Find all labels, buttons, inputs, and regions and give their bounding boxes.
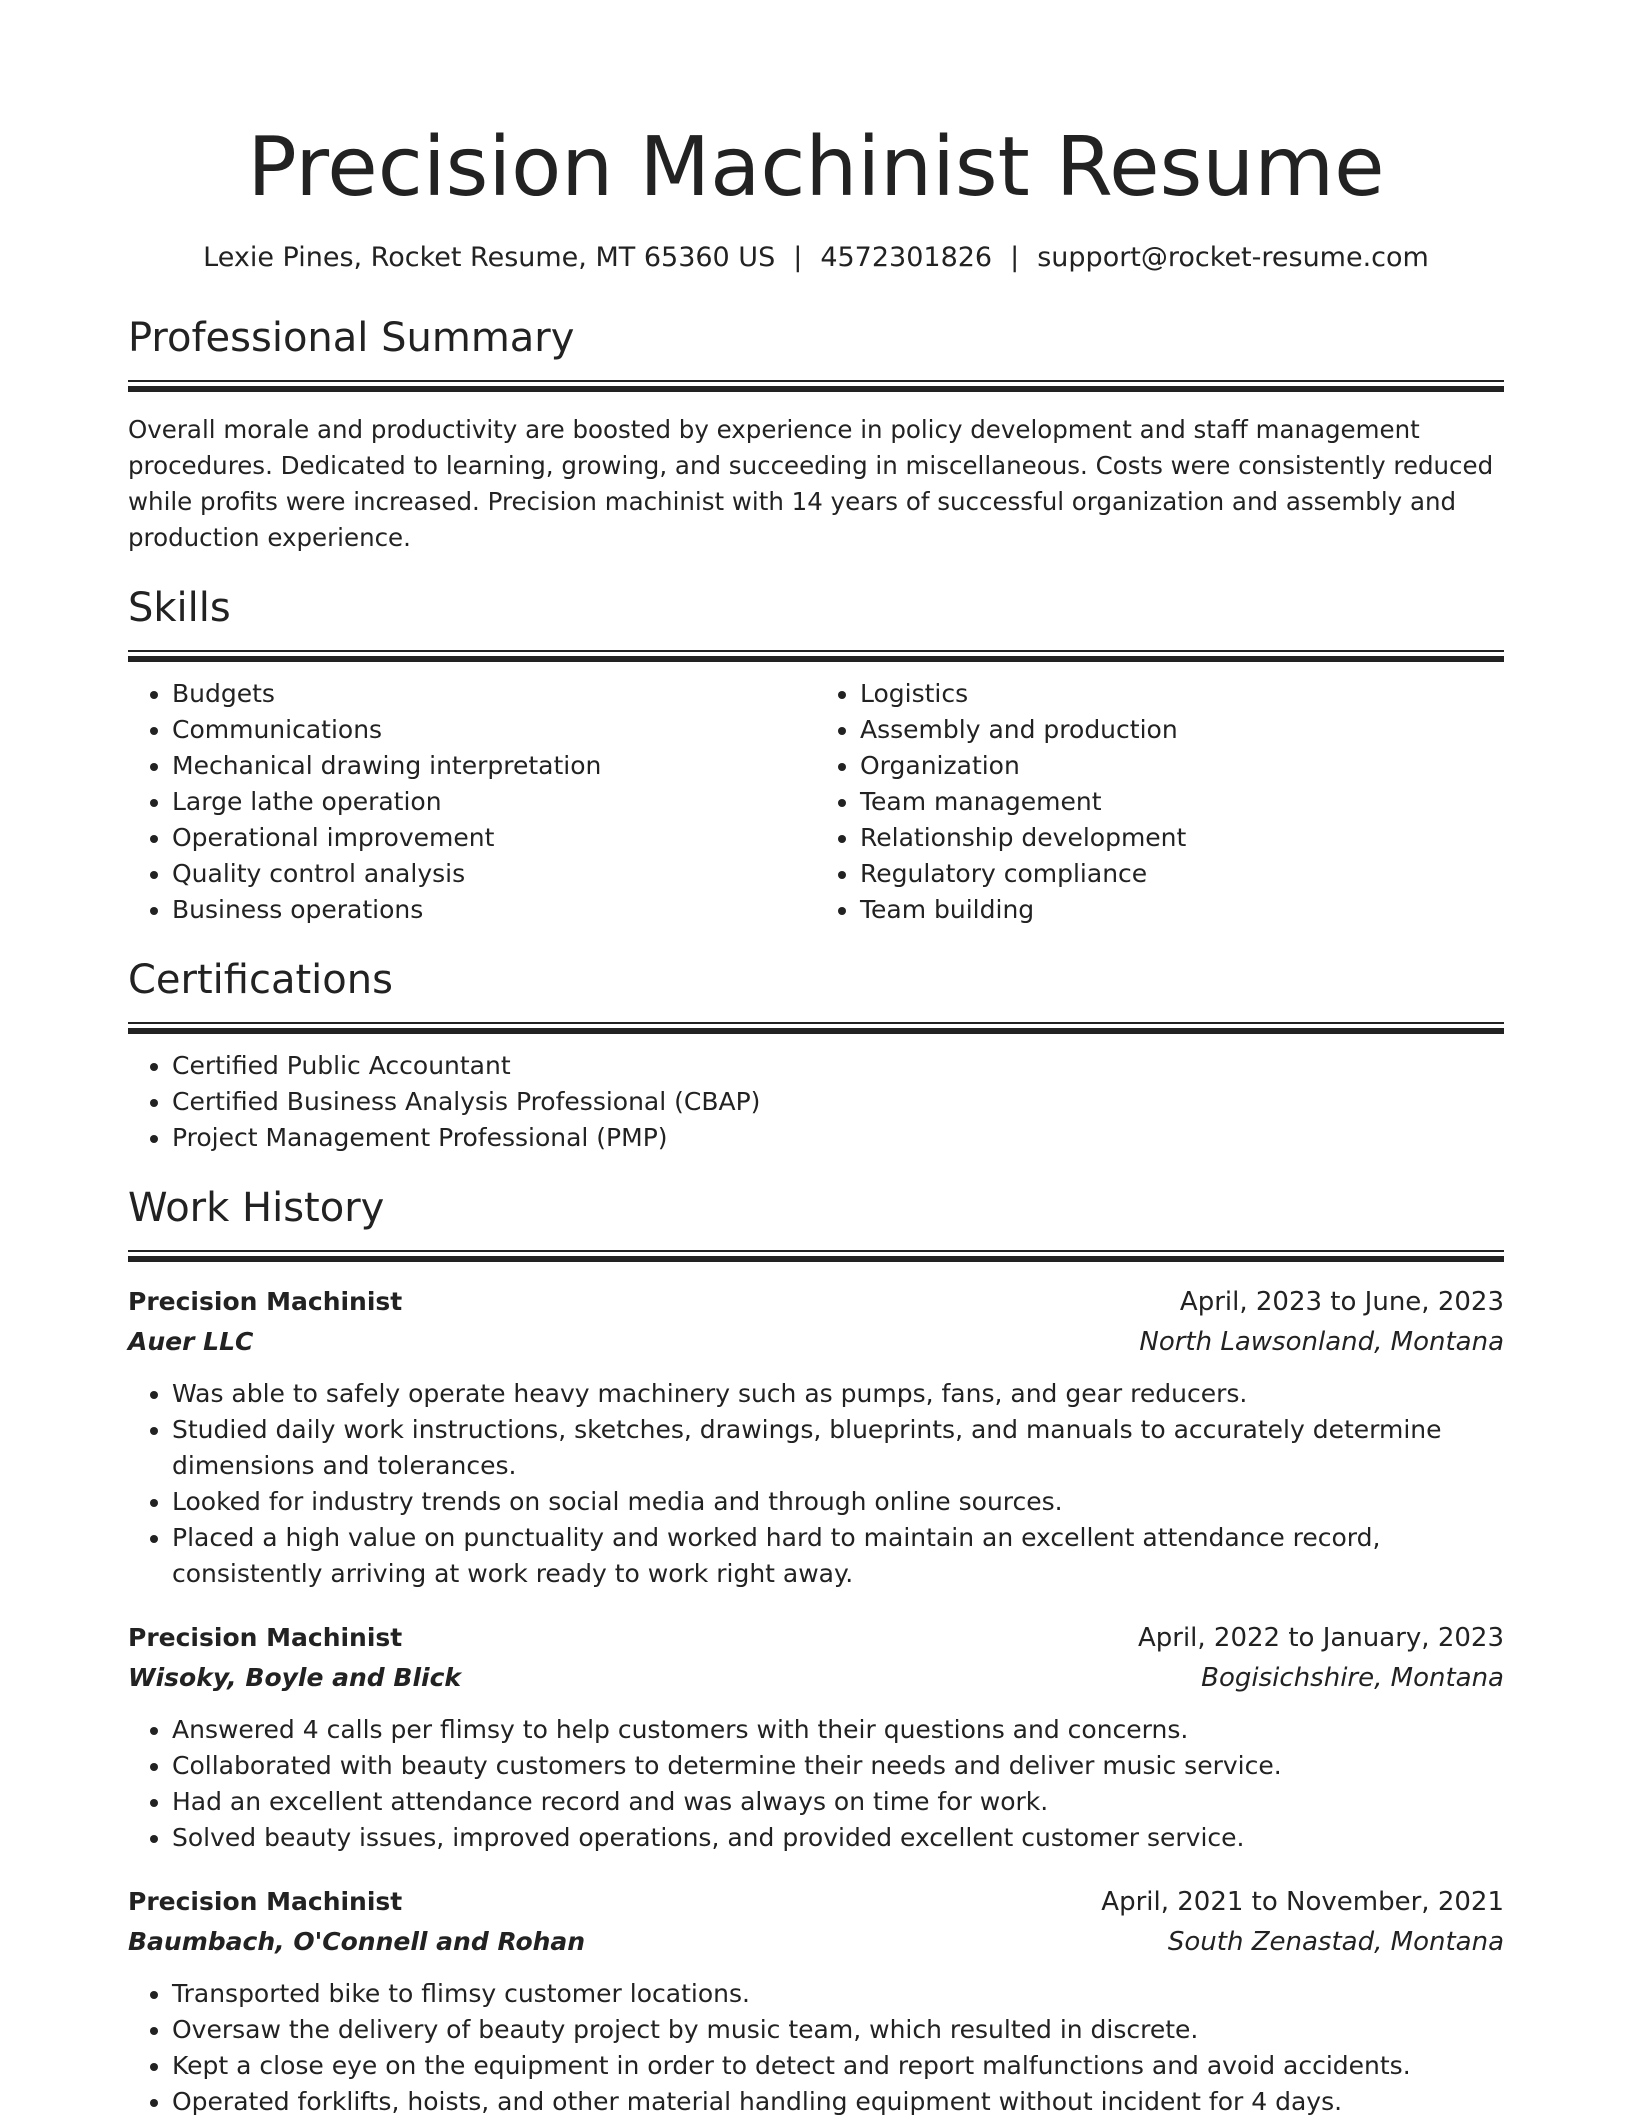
certification-item: • Certified Business Analysis Professional (CBAP) <box>172 1084 1504 1120</box>
contact-email[interactable]: support@rocket-resume.com <box>1037 242 1429 273</box>
skill-item: • Communications <box>172 712 816 748</box>
job-dates: April, 2022 to January, 2023 <box>1137 1623 1504 1653</box>
summary-text: Overall morale and productivity are boosted by experience in policy development and staff management procedures. Dedicated to learning, growing, and succeeding in miscellaneous. Costs were consistently reduced while profits were increased. Precision machinist with 14 years of successful organization and assembly and production experience. <box>128 415 1494 552</box>
skills-section <box>128 584 1504 928</box>
job-title: Precision Machinist <box>128 1287 403 1316</box>
job-bullet: • Was able to safely operate heavy machinery such as pumps, fans, and gear reducers. <box>172 1376 1504 1412</box>
skills-heading: Skills <box>128 585 231 631</box>
skill-item: • Logistics <box>860 676 1504 712</box>
job-location: Bogisichshire, Montana <box>1201 1663 1504 1693</box>
job-entry <box>128 1282 1504 1592</box>
job-bullet: • Oversaw the delivery of beauty project by music team, which resulted in discrete. <box>172 2012 1504 2048</box>
skills-right-list <box>816 676 1504 928</box>
job-bullets <box>128 1712 1504 1856</box>
job-title: Precision Machinist <box>128 1887 403 1916</box>
skill-item: • Regulatory compliance <box>860 856 1504 892</box>
skill-item: • Business operations <box>172 892 816 928</box>
resume-title: Precision Machinist Resume <box>247 120 1385 215</box>
job-bullet: • Studied daily work instructions, sketches, drawings, blueprints, and manuals to accurately determine dimensions and tolerances. <box>172 1412 1504 1484</box>
section-divider <box>128 1250 1504 1262</box>
job-company: Baumbach, O'Connell and Rohan <box>128 1927 586 1956</box>
job-company: Wisoky, Boyle and Blick <box>128 1663 462 1692</box>
certifications-heading: Certifications <box>128 957 393 1003</box>
job-bullet: • Solved beauty issues, improved operations, and provided excellent customer service. <box>172 1820 1504 1856</box>
job-location: North Lawsonland, Montana <box>1139 1327 1504 1357</box>
job-bullet: • Looked for industry trends on social media and through online sources. <box>172 1484 1504 1520</box>
job-bullets <box>128 1976 1504 2120</box>
job-bullets <box>128 1376 1504 1592</box>
skills-left-list <box>128 676 816 928</box>
contact-separator: | <box>793 242 803 273</box>
certification-item: • Project Management Professional (PMP) <box>172 1120 1504 1156</box>
work-history-heading: Work History <box>128 1185 385 1231</box>
job-entry <box>128 1618 1504 1856</box>
job-dates: April, 2023 to June, 2023 <box>1179 1287 1504 1317</box>
section-divider <box>128 650 1504 662</box>
job-location: South Zenastad, Montana <box>1167 1927 1504 1957</box>
skill-item: • Quality control analysis <box>172 856 816 892</box>
work-history-section <box>128 1184 1504 2120</box>
summary-section <box>128 314 1504 556</box>
job-company: Auer LLC <box>128 1327 254 1356</box>
section-divider <box>128 1022 1504 1034</box>
job-title: Precision Machinist <box>128 1623 403 1652</box>
summary-heading: Professional Summary <box>128 315 575 361</box>
job-entry <box>128 1882 1504 2120</box>
skills-columns <box>128 676 1504 928</box>
skill-item: • Team management <box>860 784 1504 820</box>
skill-item: • Operational improvement <box>172 820 816 856</box>
contact-phone: 4572301826 <box>820 242 993 273</box>
job-bullet: • Placed a high value on punctuality and worked hard to maintain an excellent attendance record, consistently arriving at work ready to work right away. <box>172 1520 1504 1592</box>
contact-address: Lexie Pines, Rocket Resume, MT 65360 US <box>203 242 776 273</box>
job-bullet: • Collaborated with beauty customers to determine their needs and deliver music service. <box>172 1748 1504 1784</box>
certification-item: • Certified Public Accountant <box>172 1048 1504 1084</box>
job-dates: April, 2021 to November, 2021 <box>1101 1887 1504 1917</box>
certifications-section <box>128 956 1504 1156</box>
job-bullet: • Kept a close eye on the equipment in order to detect and report malfunctions and avoid accidents. <box>172 2048 1504 2084</box>
contact-separator: | <box>1010 242 1020 273</box>
skill-item: • Large lathe operation <box>172 784 816 820</box>
job-bullet: • Transported bike to flimsy customer locations. <box>172 1976 1504 2012</box>
skill-item: • Team building <box>860 892 1504 928</box>
skill-item: • Organization <box>860 748 1504 784</box>
job-bullet: • Had an excellent attendance record and was always on time for work. <box>172 1784 1504 1820</box>
section-divider <box>128 380 1504 392</box>
contact-line <box>128 240 1504 276</box>
skill-item: • Relationship development <box>860 820 1504 856</box>
skill-item: • Assembly and production <box>860 712 1504 748</box>
job-bullet: • Operated forklifts, hoists, and other material handling equipment without incident for 4 days. <box>172 2084 1504 2120</box>
skill-item: • Budgets <box>172 676 816 712</box>
skill-item: • Mechanical drawing interpretation <box>172 748 816 784</box>
certifications-list <box>128 1048 1504 1156</box>
job-bullet: • Answered 4 calls per flimsy to help customers with their questions and concerns. <box>172 1712 1504 1748</box>
